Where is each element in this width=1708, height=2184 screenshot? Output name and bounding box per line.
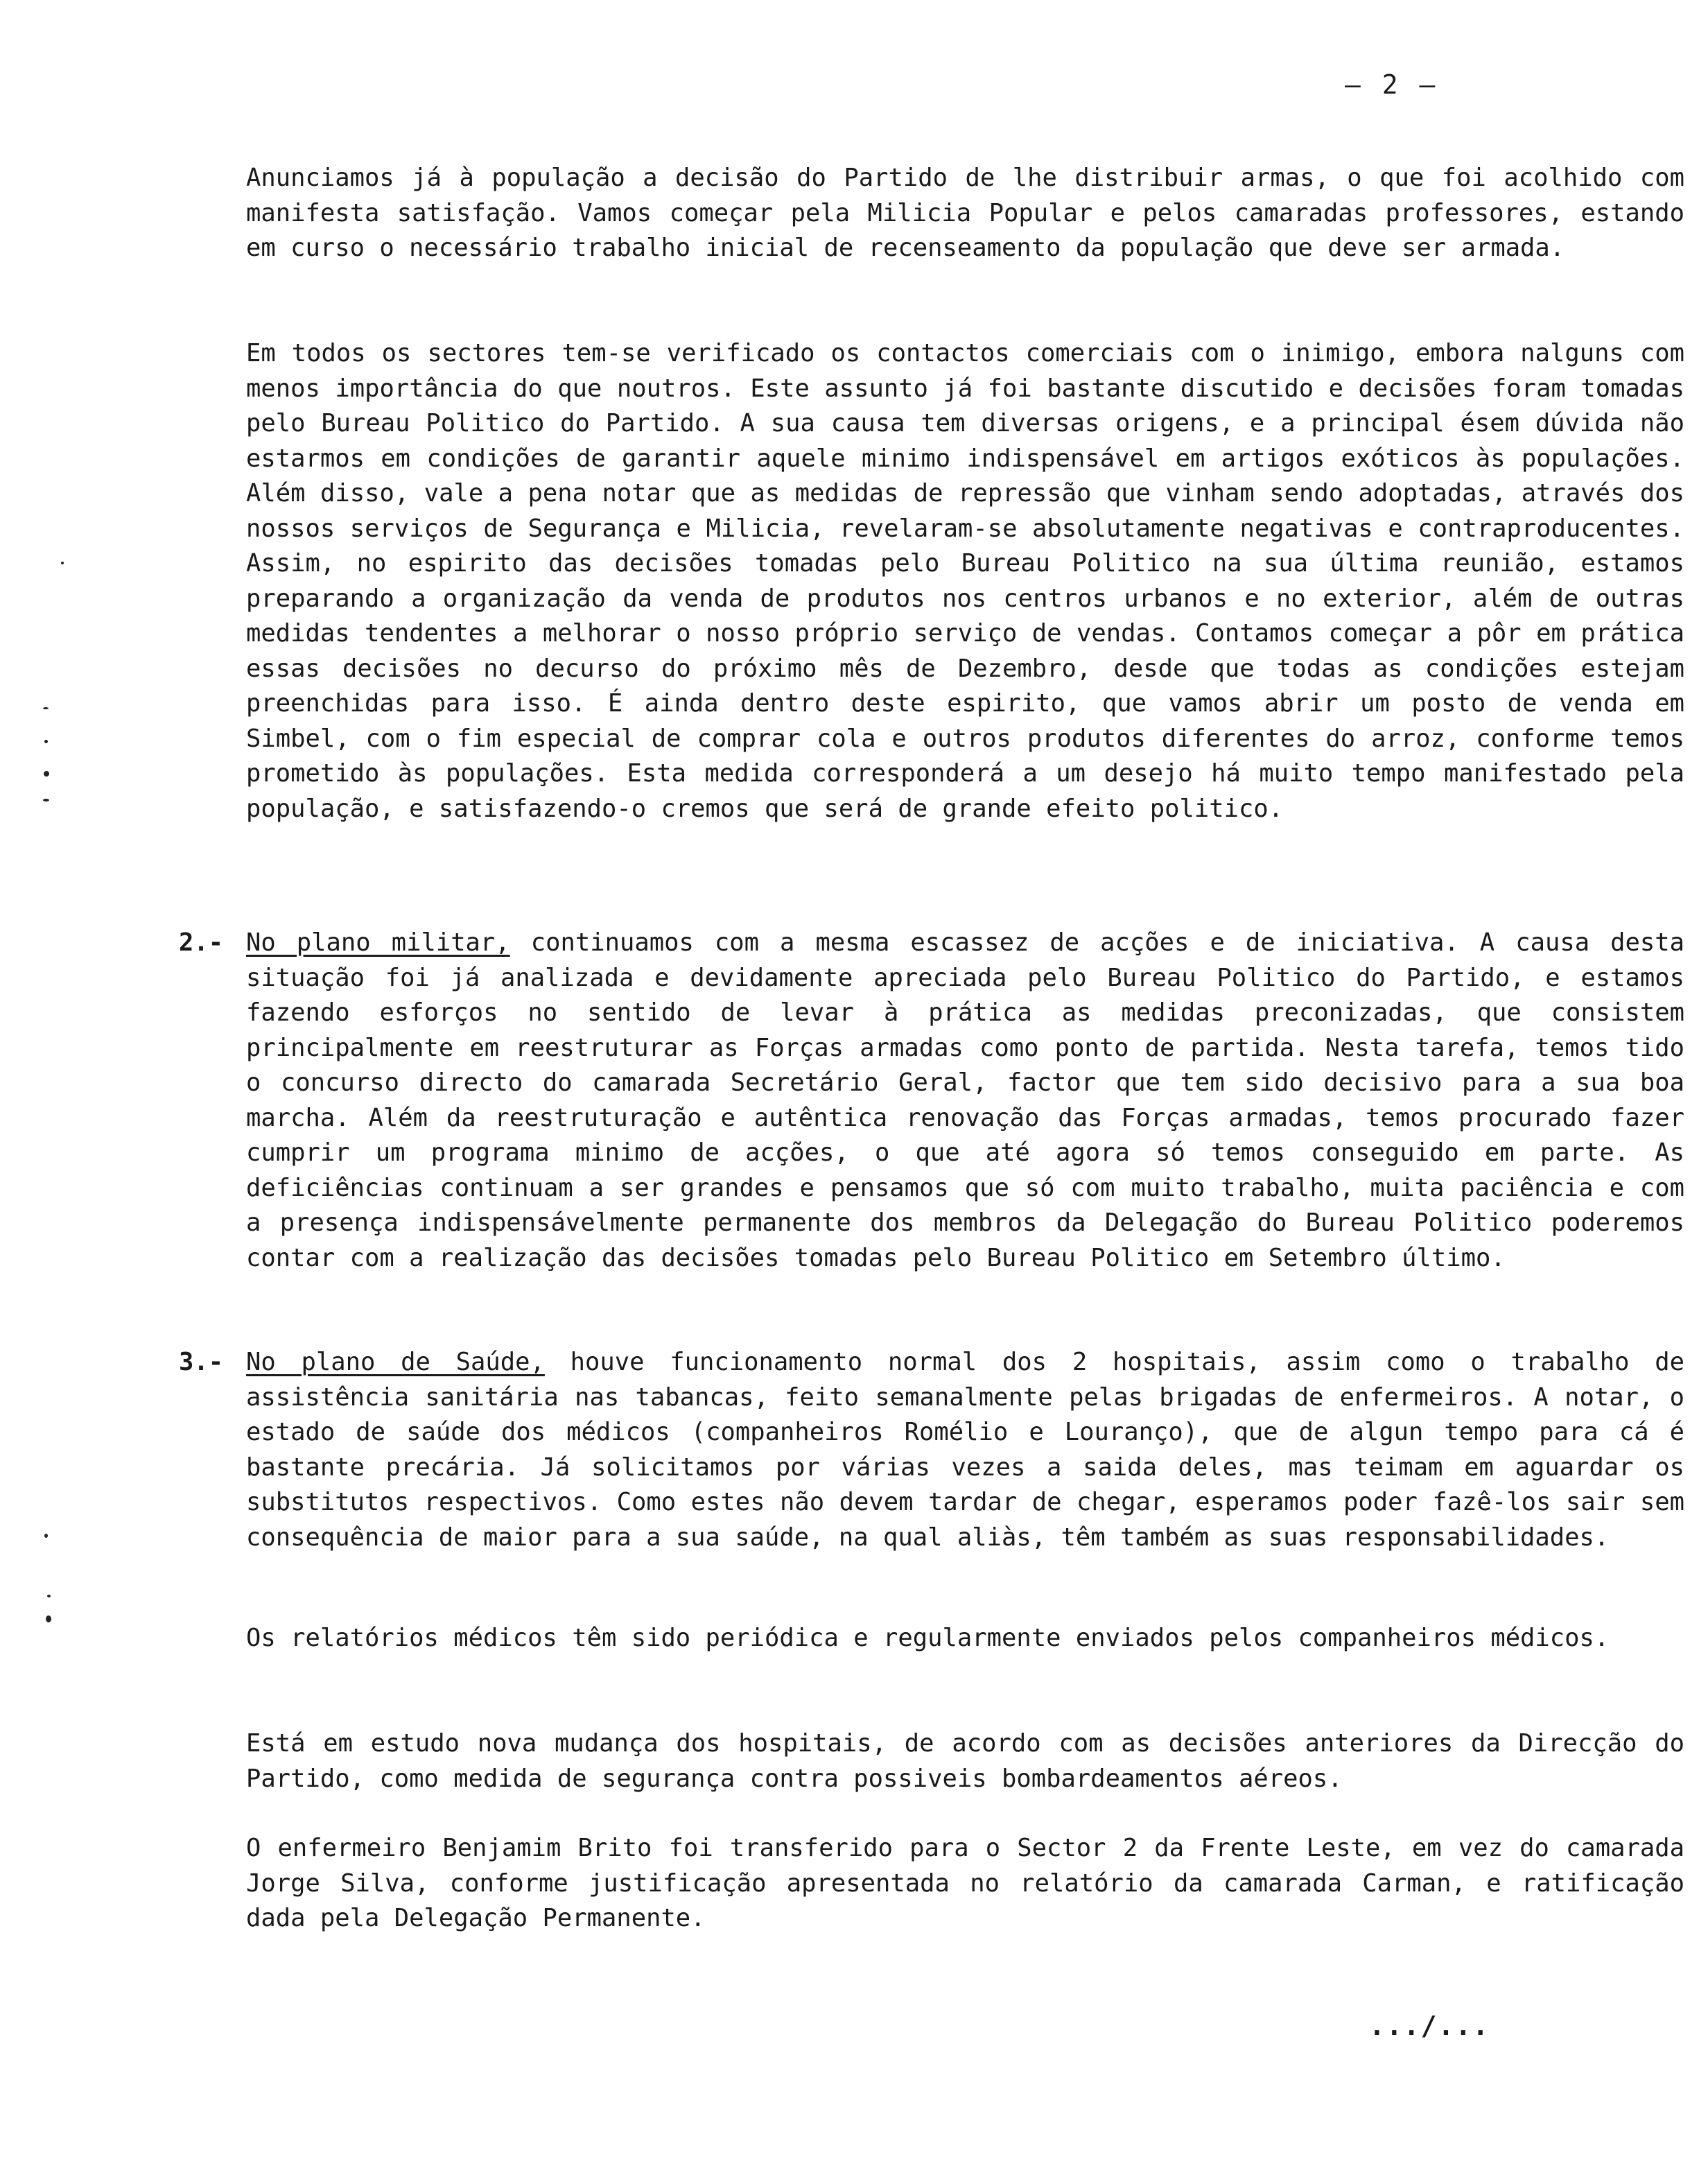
paragraph-hospitais: Está em estudo nova mudança dos hospitais, de acordo com as decisões anteriores da Direcção do Partido, como medida de segurança contra possiveis bombardeamentos aéreos. <box>246 1729 1684 1793</box>
section-number-military: 2.- <box>179 928 224 957</box>
paragraph-armas: Anunciamos já à população a decisão do Partido de lhe distribuir armas, o que foi acolhido com manifesta satisfação. Vamos começar pela Milicia Popular e pelos camaradas professores, estando em curso o necessário trabalho inicial de recenseamento da população que deve ser armada. <box>246 164 1684 262</box>
page-number: – 2 – <box>1345 69 1438 100</box>
scan-speck <box>61 562 64 564</box>
section-health <box>246 1345 1684 1555</box>
scan-speck <box>44 740 48 743</box>
scan-speck <box>43 799 49 801</box>
section-text-health: houve funcionamento normal dos 2 hospitais, assim como o trabalho de assistência sanitária nas tabancas, feito semanalmente pelas brigadas de enfermeiros. A notar, o estado de saúde dos médicos (companheiros Romélio e Louranço), que de algun tempo para cá é bastante precária. Já solicitamos por várias vezes a saida deles, mas teimam em aguardar os substitutos respectivos. Como estes não devem tardar de chegar, esperamos poder fazê-los sair sem consequência de maior para a sua saúde, na qual aliàs, têm também as suas responsabilidades. <box>246 1348 1684 1552</box>
paragraph-relatorios: Os relatórios médicos têm sido periódica e regularmente enviados pelos companheiros médicos. <box>246 1624 1610 1652</box>
continuation-mark: .../... <box>1369 2011 1490 2041</box>
section-number-health: 3.- <box>179 1348 224 1376</box>
section-military <box>246 926 1684 1276</box>
section-text-military: continuamos com a mesma escassez de acções e de iniciativa. A causa desta situação foi já analizada e devidamente apreciada pelo Bureau Politico do Partido, e estamos fazendo esforços no sentido de levar à prática as medidas preconizadas, que consistem principalmente em reestruturar as Forças armadas como ponto de partida. Nesta tarefa, temos tido o concurso directo do camarada Secretário Geral, factor que tem sido decisivo para a sua boa marcha. Além da reestruturação e autêntica renovação das Forças armadas, temos procurado fazer cumprir um programa minimo de acções, o que até agora só temos conseguido em parte. As deficiências continuam a ser grandes e pensamos que só com muito trabalho, muita paciência e com a presença indispensávelmente permanente dos membros da Delegação do Bureau Politico poderemos contar com a realização das decisões tomadas pelo Bureau Politico em Setembro último. <box>246 928 1684 1272</box>
scan-speck <box>43 707 49 709</box>
section-heading-health: No plano de Saúde, <box>246 1348 545 1376</box>
scan-speck <box>44 771 49 777</box>
section-heading-military: No plano militar, <box>246 928 510 957</box>
paragraph-enfermeiro: O enfermeiro Benjamim Brito foi transferido para o Sector 2 da Frente Leste, em vez do camarada Jorge Silva, conforme justificação apresentada no relatório da camarada Carman, e ratificação dada pela Delegação Permanente. <box>246 1834 1684 1932</box>
scan-speck <box>47 1595 51 1597</box>
paragraph-contactos-comerciais: Em todos os sectores tem-se verificado os contactos comerciais com o inimigo, embora nalguns com menos importância do que noutros. Este assunto já foi bastante discutido e decisões foram tomadas pelo Bureau Politico do Partido. A sua causa tem diversas origens, e a principal ésem dúvida não estarmos em condições de garantir aquele minimo indispensável em artigos exóticos às populações. Além disso, vale a pena notar que as medidas de repressão que vinham sendo adoptadas, através dos nossos serviços de Segurança e Milicia, revelaram-se absolutamente negativas e contraproducentes. Assim, no espirito das decisões tomadas pelo Bureau Politico na sua última reunião, estamos preparando a organização da venda de produtos nos centros urbanos e no exterior, além de outras medidas tendentes a melhorar o nosso próprio serviço de vendas. Contamos começar a pôr em prática essas decisões no decurso do próximo mês de Dezembro, desde que todas as condições estejam preenchidas para isso. É ainda dentro deste espirito, que vamos abrir um posto de venda em Simbel, com o fim especial de comprar cola e outros produtos diferentes do arroz, conforme temos prometido às populações. Esta medida corresponderá a um desejo há muito tempo manifestado pela população, e satisfazendo-o cremos que será de grande efeito politico. <box>246 339 1684 823</box>
scan-speck <box>46 1615 51 1622</box>
scan-speck <box>44 1534 48 1538</box>
